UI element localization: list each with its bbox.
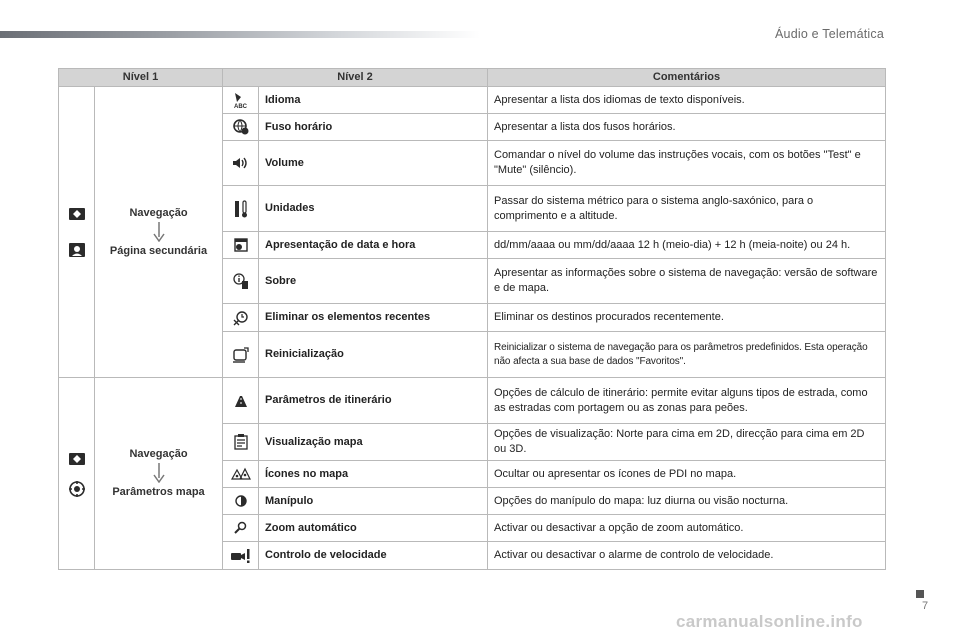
row-comment: Activar ou desactivar a opção de zoom automático. [488, 515, 886, 542]
row-name: Eliminar os elementos recentes [259, 304, 488, 332]
poi-icons-icon [231, 467, 251, 481]
section-icons-cell [59, 87, 95, 378]
row-name: Sobre [259, 259, 488, 304]
arrow-down-icon [152, 222, 166, 242]
header-decoration-bar [0, 31, 480, 38]
row-name: Idioma [259, 87, 488, 114]
row-name: Parâmetros de itinerário [259, 378, 488, 424]
row-comment: Opções de visualização: Norte para cima em 2D, direcção para cima em 2D ou 3D. [488, 424, 886, 461]
page-number: 7 [922, 600, 929, 612]
row-name: Ícones no mapa [259, 461, 488, 488]
map-settings-icon [67, 480, 87, 498]
row-name: Unidades [259, 186, 488, 232]
speaker-volume-icon [231, 155, 251, 171]
row-comment: Ocultar ou apresentar os ícones de PDI no mapa. [488, 461, 886, 488]
reset-icon [231, 346, 251, 364]
row-comment: Opções de cálculo de itinerário: permite evitar alguns tipos de estrada, como as estradas com portagem ou as zonas para peões. [488, 378, 886, 424]
page-header-title: Áudio e Telemática [775, 27, 884, 41]
row-name: Controlo de velocidade [259, 542, 488, 570]
section-icons-cell [59, 378, 95, 570]
speed-alert-icon [230, 548, 252, 564]
row-comment: Reinicializar o sistema de navegação para os parâmetros predefinidos. Esta operação não afecta a sua base de dados "Favoritos". [488, 332, 886, 378]
row-comment: Activar ou desactivar o alarme de controlo de velocidade. [488, 542, 886, 570]
row-comment: Apresentar as informações sobre o sistema de navegação: versão de software e de mapa. [488, 259, 886, 304]
row-comment: dd/mm/aaaa ou mm/dd/aaaa 12 h (meio-dia) + 12 h (meia-noite) ou 24 h. [488, 232, 886, 259]
arrow-down-icon [152, 463, 166, 483]
globe-clock-icon [232, 118, 250, 136]
ruler-thermometer-icon [233, 199, 249, 219]
info-document-icon [232, 272, 250, 290]
column-header-level1: Nível 1 [59, 69, 223, 87]
table-row [59, 87, 886, 114]
zoom-icon [233, 520, 249, 536]
settings-table [58, 68, 886, 570]
navigation-icon [67, 205, 87, 223]
row-name: Fuso horário [259, 114, 488, 141]
row-comment: Apresentar a lista dos idiomas de texto disponíveis. [488, 87, 886, 114]
calendar-clock-icon [232, 236, 250, 254]
day-night-icon [233, 493, 249, 509]
row-name: Volume [259, 141, 488, 186]
row-comment: Comandar o nível do volume das instruções vocais, com os botões "Test" e "Mute" (silêncio). [488, 141, 886, 186]
section-label-cell [95, 378, 223, 570]
row-name: Visualização mapa [259, 424, 488, 461]
row-name: Manípulo [259, 488, 488, 515]
settings-icon [67, 241, 87, 259]
row-name: Reinicialização [259, 332, 488, 378]
column-header-comments: Comentários [488, 69, 886, 87]
history-delete-icon [232, 310, 250, 326]
row-comment: Passar do sistema métrico para o sistema anglo-saxónico, para o comprimento e a altitude. [488, 186, 886, 232]
route-icon [232, 393, 250, 409]
section-title: Navegação [129, 448, 188, 460]
language-abc-icon [231, 91, 251, 109]
svg-text:ABC: ABC [233, 104, 247, 109]
page-marker [916, 590, 924, 598]
section-label-cell [95, 87, 223, 378]
row-comment: Eliminar os destinos procurados recentemente. [488, 304, 886, 332]
row-name: Zoom automático [259, 515, 488, 542]
watermark: carmanualsonline.info [676, 612, 863, 631]
table-row [59, 378, 886, 424]
row-comment: Opções do manípulo do mapa: luz diurna ou visão nocturna. [488, 488, 886, 515]
navigation-icon [67, 450, 87, 468]
row-name: Apresentação de data e hora [259, 232, 488, 259]
row-comment: Apresentar a lista dos fusos horários. [488, 114, 886, 141]
section-subtitle: Parâmetros mapa [112, 486, 205, 498]
column-header-level2: Nível 2 [223, 69, 488, 87]
map-view-icon [232, 433, 250, 451]
section-subtitle: Página secundária [109, 244, 208, 257]
table-header-row [59, 69, 886, 87]
section-title: Navegação [129, 206, 188, 219]
